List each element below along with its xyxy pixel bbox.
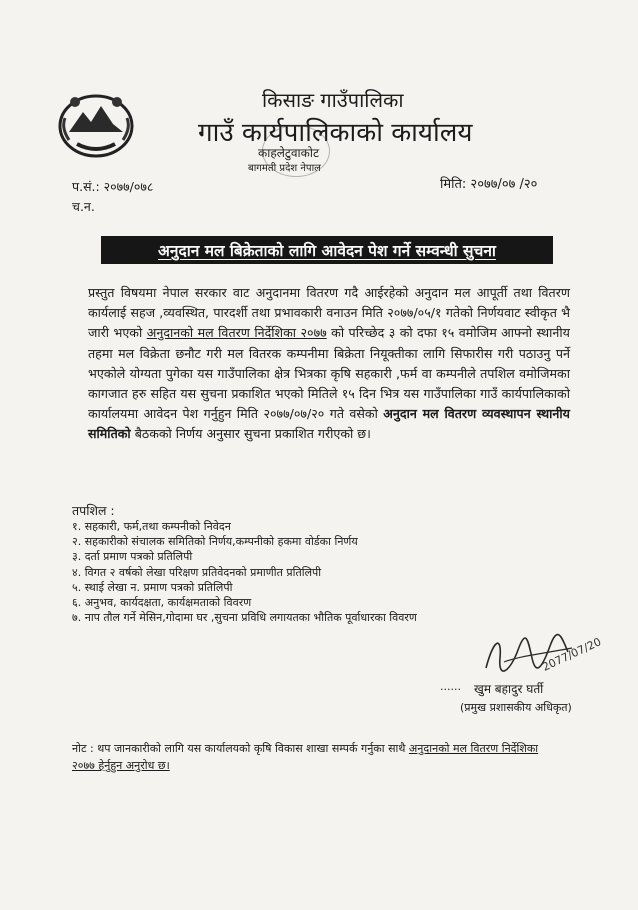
notice-body (88, 283, 570, 445)
body-text-3: बैठकको निर्णय अनुसार सुचना प्रकाशित गरीएको छ। (130, 426, 371, 442)
signature-line: ...... (440, 680, 461, 693)
list-item: ३. दर्ता प्रमाण पत्रको प्रतिलिपी (72, 550, 193, 564)
body-text-2: को परिच्छेद ३ को दफा १५ वमोजिम आफ्नो स्थानीय तहमा मल विक्रेता छनौट गरी मल वितरक कम्पनीमा बिक्रेता नियूक्तीका लागि सिफारीस गरी पठाउनु पर्ने भएकोले योग्यता पुगेका यस गाउँपालिका क्षेत्र भित्रका कृषि सहकारी ,फर्म वा कम्पनीले तपशिल वमोजिमका कागजात हरु सहित यस सुचना प्रकाशित भएको मितिले १५ दिन भित्र यस गाउँपालिका गाउँ कार्यपालिकाको कार्यालयमा आवेदन पेश गर्नुहुन मिति २०७७/०७/२० गते वसेको (88, 325, 570, 422)
dispatch-number: च.न. (72, 199, 95, 214)
government-emblem-icon (55, 88, 137, 160)
list-item: ७. नाप तौल गर्ने मेसिन,गोदामा घर ,सुचना प्रविधि लगायतका भौतिक पूर्वाधारका विवरण (72, 611, 417, 625)
note-directive-link: अनुदानको मल वितरण निर्देशिका (408, 742, 539, 755)
annex-label: तपशिल : (72, 503, 115, 518)
list-item: १. सहकारी, फर्म,तथा कम्पनीको निवेदन (72, 520, 231, 533)
signature-date: 2077/07/20 (540, 635, 604, 674)
signatory-designation: (प्रमुख प्रशासकीय अधिकृत) (460, 701, 572, 714)
list-item: ५. स्थाई लेखा न. प्रमाण पत्रको प्रतिलिपी (72, 580, 233, 594)
issue-date: मिति: २०७७/०७ /२० (440, 177, 538, 192)
committee-reference: अनुदान मल वितरण व्यवस्थापन स्थानीय समितिको (88, 406, 570, 442)
note-directive-year: २०७७ हेर्नुहुन अनुरोध छ। (72, 759, 170, 772)
office-province: बागमती प्रदेश नेपाल (248, 163, 321, 174)
footer-note (72, 740, 572, 774)
reference-number: प.सं.: २०७७/०७८ (72, 179, 154, 194)
office-name: किसाङ गाउँपालिका (262, 88, 404, 112)
annex-list (72, 519, 417, 625)
directive-reference: अनुदानको मल वितरण निर्देशिका २०७७ (146, 325, 327, 341)
list-item: २. सहकारीको संचालक समितिको निर्णय,कम्पनीको हकमा वोर्डका निर्णय (72, 535, 358, 549)
notice-title: अनुदान मल बिक्रेताको लागि आवेदन पेश गर्ने सम्वन्धी सुचना (101, 236, 553, 264)
office-address: काहलेटुवाकोट (258, 146, 320, 160)
office-title: गाउँ कार्यपालिकाको कार्यालय (198, 118, 473, 148)
list-item: ४. विगत २ वर्षको लेखा परिक्षण प्रतिवेदनको प्रमाणीत प्रतिलिपी (72, 565, 322, 579)
signatory-name: खुम बहादुर घर्ती (474, 682, 544, 696)
note-text: नोट : थप जानकारीको लागि यस कार्यालयको कृषि विकास शाखा सम्पर्क गर्नुका साथै (72, 742, 409, 755)
body-text-1: प्रस्तुत विषयमा नेपाल सरकार वाट अनुदानमा वितरण गदै आईरहेको अनुदान मल आपूर्ती तथा वितरण कार्यलाई सहज ,व्यवस्थित, पारदर्शी तथा प्रभावकारी वनाउन मिति २०७७/०५/१ गतेको निर्णयवाट स्वीकृत भै जारी भएको (88, 285, 570, 341)
list-item: ६. अनुभव, कार्यदक्षता, कार्यक्षमताको विवरण (72, 596, 252, 610)
